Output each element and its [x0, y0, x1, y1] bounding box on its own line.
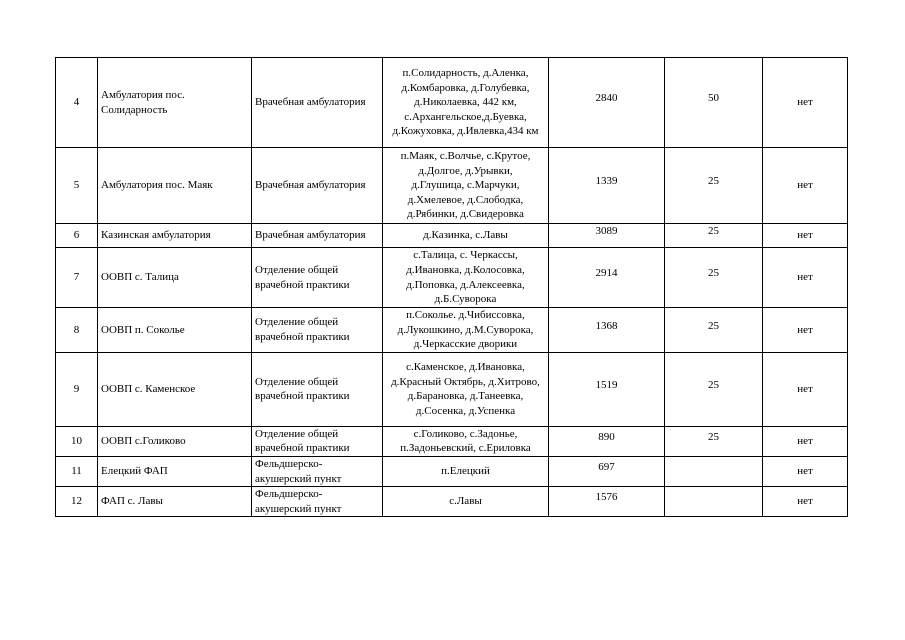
population-count: 1339 — [549, 148, 665, 224]
facility-type: Отделение общей врачебной практики — [252, 248, 383, 308]
table-row — [56, 224, 848, 248]
service-area: с.Каменское, д.Ивановка, д.Красный Октябрь, д.Хитрово, д.Барановка, д.Танеевка, д.Сосенка, д.Успенка — [383, 352, 549, 426]
table-row — [56, 308, 848, 353]
population-count: 1368 — [549, 308, 665, 353]
row-number: 8 — [56, 308, 98, 353]
service-area: п.Солидарность, д.Аленка, д.Комбаровка, д.Голубевка, д.Николаевка, 442 км, с.Архангельское,д.Буевка, д.Кожуховка, д.Ивлевка,434 км — [383, 58, 549, 148]
row-number: 11 — [56, 456, 98, 486]
beds-count: 50 — [665, 58, 763, 148]
table-row — [56, 426, 848, 456]
facility-name: ООВП с.Голиково — [98, 426, 252, 456]
population-count: 890 — [549, 426, 665, 456]
population-count: 3089 — [549, 224, 665, 248]
facility-name: Казинская амбулатория — [98, 224, 252, 248]
note-cell: нет — [763, 224, 848, 248]
facility-name: ООВП с. Талица — [98, 248, 252, 308]
row-number: 7 — [56, 248, 98, 308]
table-body — [56, 58, 848, 517]
row-number: 12 — [56, 487, 98, 517]
note-cell: нет — [763, 308, 848, 353]
service-area: с.Талица, с. Черкассы, д.Ивановка, д.Колосовка, д.Поповка, д.Алексеевка, д.Б.Суворока — [383, 248, 549, 308]
facility-type: Отделение общей врачебной практики — [252, 352, 383, 426]
facility-type: Врачебная амбулатория — [252, 58, 383, 148]
facility-name: ООВП п. Соколье — [98, 308, 252, 353]
beds-count: 25 — [665, 248, 763, 308]
facility-name: Амбулатория пос. Солидарность — [98, 58, 252, 148]
beds-count: 25 — [665, 426, 763, 456]
table-row — [56, 58, 848, 148]
service-area: п.Соколье. д.Чибиссовка, д.Лукошкино, д.М.Суворока, д.Черкасские дворики — [383, 308, 549, 353]
population-count: 2914 — [549, 248, 665, 308]
population-count: 2840 — [549, 58, 665, 148]
table-row — [56, 487, 848, 517]
note-cell: нет — [763, 352, 848, 426]
facility-type: Отделение общей врачебной практики — [252, 426, 383, 456]
facility-type: Фельдшерско- акушерский пункт — [252, 456, 383, 486]
facilities-table — [55, 57, 848, 517]
note-cell: нет — [763, 456, 848, 486]
population-count: 1519 — [549, 352, 665, 426]
table-row — [56, 456, 848, 486]
note-cell: нет — [763, 426, 848, 456]
facility-type: Отделение общей врачебной практики — [252, 308, 383, 353]
facility-name: ФАП с. Лавы — [98, 487, 252, 517]
beds-count — [665, 487, 763, 517]
beds-count: 25 — [665, 224, 763, 248]
beds-count: 25 — [665, 148, 763, 224]
beds-count: 25 — [665, 352, 763, 426]
facility-type: Врачебная амбулатория — [252, 148, 383, 224]
facility-type: Врачебная амбулатория — [252, 224, 383, 248]
beds-count: 25 — [665, 308, 763, 353]
facility-name: ООВП с. Каменское — [98, 352, 252, 426]
row-number: 9 — [56, 352, 98, 426]
table-row — [56, 148, 848, 224]
service-area: п.Елецкий — [383, 456, 549, 486]
note-cell: нет — [763, 58, 848, 148]
service-area: п.Маяк, с.Волчье, с.Крутое, д.Долгое, д.Урывки, д.Глушица, с.Марчуки, д.Хмелевое, д.Слободка, д.Рябинки, д.Свидеровка — [383, 148, 549, 224]
beds-count — [665, 456, 763, 486]
service-area: с.Голиково, с.Задонье, п.Задоньевский, с.Ериловка — [383, 426, 549, 456]
population-count: 697 — [549, 456, 665, 486]
facility-type: Фельдшерско- акушерский пункт — [252, 487, 383, 517]
facility-name: Елецкий ФАП — [98, 456, 252, 486]
table-row — [56, 248, 848, 308]
row-number: 5 — [56, 148, 98, 224]
service-area: с.Лавы — [383, 487, 549, 517]
note-cell: нет — [763, 148, 848, 224]
row-number: 4 — [56, 58, 98, 148]
row-number: 10 — [56, 426, 98, 456]
population-count: 1576 — [549, 487, 665, 517]
service-area: д.Казинка, с.Лавы — [383, 224, 549, 248]
note-cell: нет — [763, 248, 848, 308]
row-number: 6 — [56, 224, 98, 248]
note-cell: нет — [763, 487, 848, 517]
facility-name: Амбулатория пос. Маяк — [98, 148, 252, 224]
table-row — [56, 352, 848, 426]
